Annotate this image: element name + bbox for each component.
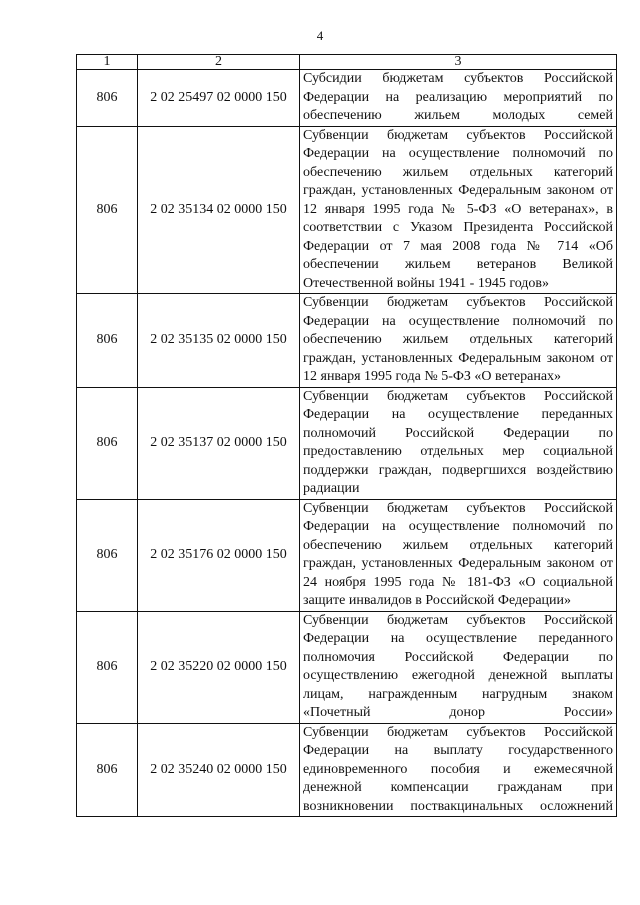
admin-code-cell: 806 <box>77 387 138 499</box>
admin-code-cell: 806 <box>77 126 138 294</box>
revenue-code-cell: 2 02 35240 02 0000 150 <box>138 723 300 817</box>
revenue-description-cell: Субвенции бюджетам субъектов Российской Федерации на осуществление полномочий по обеспечению жильем отдельных категорий граждан, установленных Федеральным законом от 24 ноября 1995 года № 181-ФЗ «О социальной защите инвалидов в Российской Федерации» <box>300 499 617 611</box>
table-row <box>77 126 617 294</box>
table-row <box>77 499 617 611</box>
revenue-code-cell: 2 02 35134 02 0000 150 <box>138 126 300 294</box>
revenue-code-cell: 2 02 35220 02 0000 150 <box>138 611 300 723</box>
revenue-code-cell: 2 02 35176 02 0000 150 <box>138 499 300 611</box>
revenue-code-cell: 2 02 25497 02 0000 150 <box>138 70 300 127</box>
table-row <box>77 611 617 723</box>
table-row <box>77 723 617 817</box>
table-row <box>77 70 617 127</box>
revenue-description-cell: Субвенции бюджетам субъектов Российской Федерации на осуществление полномочий по обеспечению жильем отдельных категорий граждан, установленных Федеральным законом от 12 января 1995 года № 5-ФЗ «О ветеранах», в соответствии с Указом Президента Российской Федерации от 7 мая 2008 года № 714 «Об обеспечении жильем ветеранов Великой Отечественной войны 1941 - 1945 годов» <box>300 126 617 294</box>
revenue-description-cell: Субсидии бюджетам субъектов Российской Федерации на реализацию мероприятий по обеспечению жильем молодых семей <box>300 70 617 127</box>
admin-code-cell: 806 <box>77 499 138 611</box>
revenue-code-cell: 2 02 35137 02 0000 150 <box>138 387 300 499</box>
admin-code-cell: 806 <box>77 723 138 817</box>
revenue-description-cell: Субвенции бюджетам субъектов Российской Федерации на осуществление полномочий по обеспечению жильем отдельных категорий граждан, установленных Федеральным законом от 12 января 1995 года № 5-ФЗ «О ветеранах» <box>300 294 617 388</box>
table-row <box>77 387 617 499</box>
column-header-2: 2 <box>138 55 300 70</box>
admin-code-cell: 806 <box>77 611 138 723</box>
revenue-code-cell: 2 02 35135 02 0000 150 <box>138 294 300 388</box>
revenue-description-cell: Субвенции бюджетам субъектов Российской Федерации на осуществление переданного полномочия Российской Федерации по осуществлению ежегодной денежной выплаты лицам, награжденным нагрудным знаком «Почетный донор России» <box>300 611 617 723</box>
column-header-3: 3 <box>300 55 617 70</box>
page-number: 4 <box>316 28 324 43</box>
admin-code-cell: 806 <box>77 70 138 127</box>
admin-code-cell: 806 <box>77 294 138 388</box>
revenue-description-cell: Субвенции бюджетам субъектов Российской Федерации на выплату государственного единовременного пособия и ежемесячной денежной компенсации гражданам при возникновении поствакцинальных осложнений <box>300 723 617 817</box>
revenue-description-cell: Субвенции бюджетам субъектов Российской Федерации на осуществление переданных полномочий Российской Федерации по предоставлению отдельных мер социальной поддержки граждан, подвергшихся воздействию радиации <box>300 387 617 499</box>
table-header-row <box>77 55 617 70</box>
column-header-1: 1 <box>77 55 138 70</box>
revenue-code-table <box>76 54 617 817</box>
table-row <box>77 294 617 388</box>
